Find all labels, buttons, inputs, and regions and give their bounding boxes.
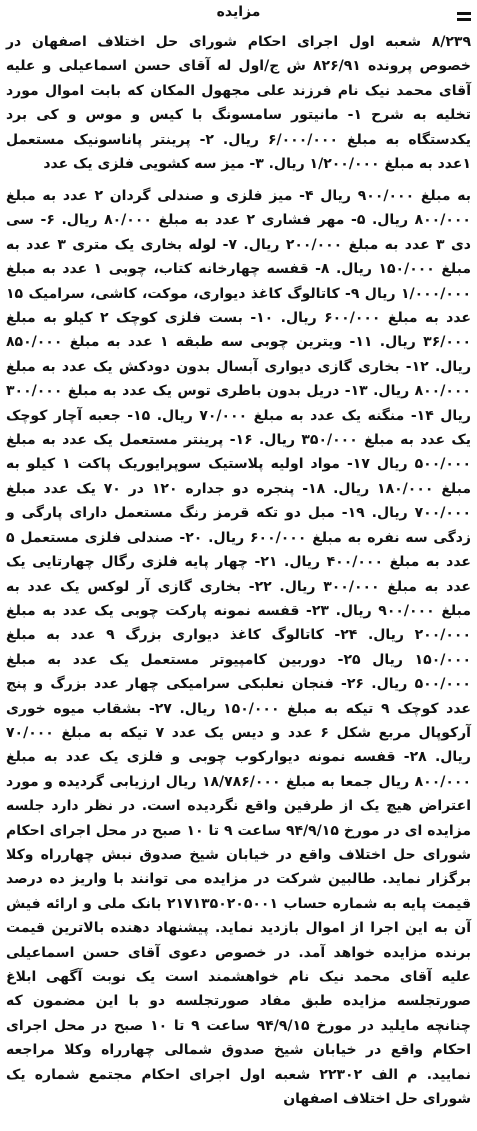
- notice-title: مزایده: [216, 4, 261, 20]
- notice-paragraph-1: ۸/۲۳۹ شعبه اول اجرای احکام شورای حل اختلاف اصفهان در خصوص پرونده ۸۲۶/۹۱ ش ج/اول له آقای حسن اسماعیلی و علیه آقای محمد نیک نام فرزند علی مجهول المکان که بابت اموال مورد تخلیه به شرح ۱- مانیتور سامسونگ با کیس و موس و کی برد یکدستگاه به مبلغ ۶/۰۰۰/۰۰۰ ریال. ۲- پرینتر پاناسونیک مستعمل ۱عدد به مبلغ ۱/۲۰۰/۰۰۰ ریال. ۳- میز سه کشویی فلزی یک عدد: [6, 34, 472, 173]
- notice-paragraph-2: به مبلغ ۹۰۰/۰۰۰ ریال ۴- میز فلزی و صندلی گردان ۲ عدد به مبلغ ۸۰۰/۰۰۰ ریال. ۵- مهر فشاری ۲ عدد به مبلغ ۸۰/۰۰۰ ریال. ۶- سی دی ۳ عدد به مبلغ ۲۰۰/۰۰۰ ریال. ۷- لوله بخاری یک متری ۳ عدد به مبلغ ۱۵۰/۰۰۰ ریال. ۸- قفسه چهارخانه کتاب، چوبی ۱ عدد به مبلغ ۱/۰۰۰/۰۰۰ ریال ۹- کاتالوگ کاغذ دیواری، موکت، کاشی، سرامیک ۱۵ عدد به مبلغ ۶۰۰/۰۰۰ ریال. ۱۰- بست فلزی کوچک ۲ کیلو به مبلغ ۳۶/۰۰۰ ریال. ۱۱- ویترین چوبی سه طبقه ۱ عدد به مبلغ ۸۵۰/۰۰۰ ریال. ۱۲- بخاری گازی دیواری آبسال بدون دودکش یک عدد به مبلغ ۸۰۰/۰۰۰ ریال. ۱۳- دریل بدون باطری توس یک عدد به مبلغ ۳۰۰/۰۰۰ ریال ۱۴- منگنه یک عدد به مبلغ ۷۰/۰۰۰ ریال. ۱۵- جعبه آچار کوچک یک عدد به مبلغ ۳۵۰/۰۰۰ ریال. ۱۶- پرینتر مستعمل یک عدد به مبلغ ۵۰۰/۰۰۰ ریال ۱۷- مواد اولیه پلاستیک سوپرایوریک پاکت ۱ کیلو به مبلغ ۱۸۰/۰۰۰ ریال. ۱۸- پنجره دو جداره ۱۲۰ در ۷۰ یک عدد مبلغ ۷۰۰/۰۰۰ ریال. ۱۹- مبل دو تکه قرمز رنگ مستعمل دارای پارگی و زدگی سه نفره به مبلغ ۶۰۰/۰۰۰ ریال. ۲۰- صندلی فلزی مستعمل ۵ عدد به مبلغ ۴۰۰/۰۰۰ ریال. ۲۱- چهار پایه فلزی رگال چهارتایی یک عدد به مبلغ ۳۰۰/۰۰۰ ریال. ۲۲- بخاری گازی آر لوکس یک عدد به مبلغ ۹۰۰/۰۰۰ ریال. ۲۳- قفسه نمونه پارکت چوبی یک عدد به مبلغ ۲۰۰/۰۰۰ ریال. ۲۴- کاتالوگ کاغذ دیواری بزرگ ۹ عدد به مبلغ ۱۵۰/۰۰۰ ریال ۲۵- دوربین کامپیوتر مستعمل یک عدد به مبلغ ۵۰۰/۰۰۰ ریال. ۲۶- فنجان نعلبکی سرامیکی چهار عدد بزرگ و پنج عدد کوچک ۹ تیکه به مبلغ ۱۵۰/۰۰۰ ریال. ۲۷- بشقاب میوه خوری آرکوپال مربع شکل ۶ عدد و دیس یک عدد ۷ تیکه به مبلغ ۷۰/۰۰۰ ریال. ۲۸- قفسه نمونه دیوارکوب چوبی و فلزی یک عدد به مبلغ ۸۰۰/۰۰۰ ریال جمعا به مبلغ ۱۸/۷۸۶/۰۰۰ ریال ارزیابی گردیده و مورد اعتراض هیچ یک از طرفین واقع نگردیده است. در نظر دارد جلسه مزایده ای در مورخ ۹۴/۹/۱۵ ساعت ۹ تا ۱۰ صبح در محل اجرای احکام شورای حل اختلاف واقع در خیابان شیخ صدوق نبش چهارراه وکلا برگزار نماید. طالبین شرکت در مزایده می توانند با واریز ده درصد قیمت پایه به شماره حساب ۲۱۷۱۳۵۰۲۰۵۰۰۱ بانک ملی و ارائه فیش آن به این اجرا از اموال بازدید نماید. پیشنهاد دهنده بالاترین قیمت برنده مزایده خواهد آمد. در خصوص دعوی آقای حسن اسماعیلی علیه آقای محمد نیک نام خواهشمند است یک نوبت آگهی ابلاغ صورتجلسه مزایده طبق مفاد صورتجلسه دو با این مضمون که چنانچه مایلید در مورخ ۹۴/۹/۱۵ ساعت ۹ تا ۱۰ صبح در محل اجرای احکام واقع در خیابان شیخ صدوق شمالی چهارراه وکلا مراجعه نمایید. م الف ۲۲۳۰۲ شعبه اول اجرای احکام مجتمع شماره یک شورای حل اختلاف اصفهان: [6, 188, 472, 1108]
